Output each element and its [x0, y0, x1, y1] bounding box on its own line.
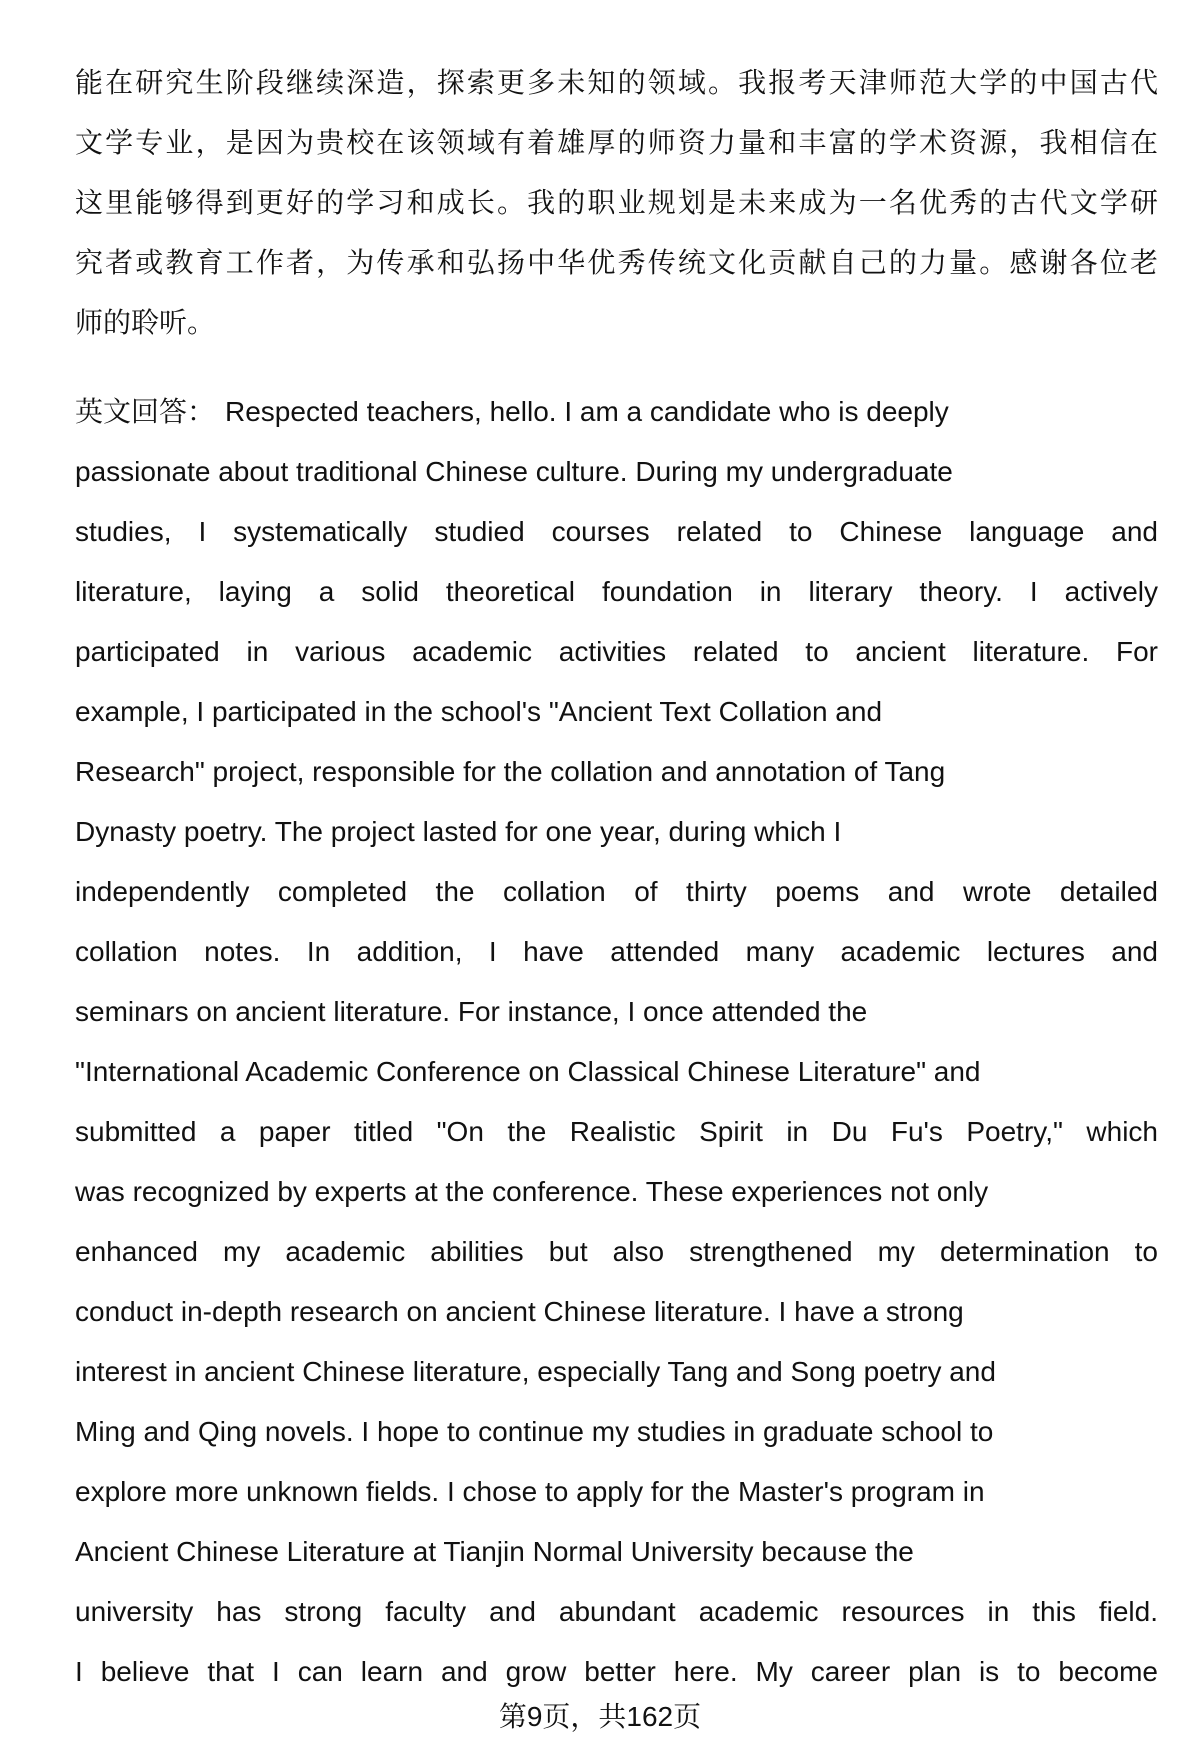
english-text: Respected teachers, hello. I am a candidate who is deeply [225, 396, 949, 427]
page-number-footer: 第9页，共162页 [498, 1701, 702, 1732]
english-text-line: I believe that I can learn and grow better here. My career plan is to become [75, 1656, 1158, 1687]
english-text-line: example, I participated in the school's "Ancient Text Collation and [75, 696, 883, 727]
english-text-line: university has strong faculty and abundant academic resources in this field. [75, 1596, 1158, 1627]
english-text-line: interest in ancient Chinese literature, especially Tang and Song poetry and [75, 1356, 996, 1387]
english-text-line: participated in various academic activities related to ancient literature. For [75, 636, 1158, 667]
english-answer-label: 英文回答： [75, 396, 216, 427]
english-text-line: Ming and Qing novels. I hope to continue my studies in graduate school to [75, 1416, 994, 1447]
english-text-line: independently completed the collation of thirty poems and wrote detailed [75, 876, 1158, 907]
english-text-line [75, 382, 1158, 442]
english-text-line: seminars on ancient literature. For instance, I once attended the [75, 996, 868, 1027]
english-text-line: Research" project, responsible for the collation and annotation of Tang [75, 756, 946, 787]
english-text-line: Ancient Chinese Literature at Tianjin Normal University because the [75, 1536, 914, 1567]
english-text-line: literature, laying a solid theoretical foundation in literary theory. I actively [75, 576, 1158, 607]
chinese-text-line: 这里能够得到更好的学习和成长。我的职业规划是未来成为一名优秀的古代文学研 [75, 187, 1158, 218]
english-text-line: was recognized by experts at the conference. These experiences not only [75, 1176, 989, 1207]
english-text-line: conduct in-depth research on ancient Chinese literature. I have a strong [75, 1296, 964, 1327]
chinese-text-line: 师的聆听。 [75, 307, 216, 338]
english-text-line: explore more unknown fields. I chose to apply for the Master's program in [75, 1476, 985, 1507]
chinese-text-line: 文学专业，是因为贵校在该领域有着雄厚的师资力量和丰富的学术资源，我相信在 [75, 127, 1158, 158]
english-text-line: enhanced my academic abilities but also strengthened my determination to [75, 1236, 1158, 1267]
english-text-line: studies, I systematically studied courses related to Chinese language and [75, 516, 1158, 547]
english-text-line: collation notes. In addition, I have attended many academic lectures and [75, 936, 1158, 967]
chinese-text-line: 能在研究生阶段继续深造，探索更多未知的领域。我报考天津师范大学的中国古代 [75, 67, 1158, 98]
english-text-line: Dynasty poetry. The project lasted for one year, during which I [75, 816, 842, 847]
english-text-line: passionate about traditional Chinese culture. During my undergraduate [75, 456, 953, 487]
english-text-line: submitted a paper titled "On the Realistic Spirit in Du Fu's Poetry," which [75, 1116, 1158, 1147]
english-text-line: "International Academic Conference on Classical Chinese Literature" and [75, 1056, 981, 1087]
chinese-text-line: 究者或教育工作者，为传承和弘扬中华优秀传统文化贡献自己的力量。感谢各位老 [75, 247, 1158, 278]
